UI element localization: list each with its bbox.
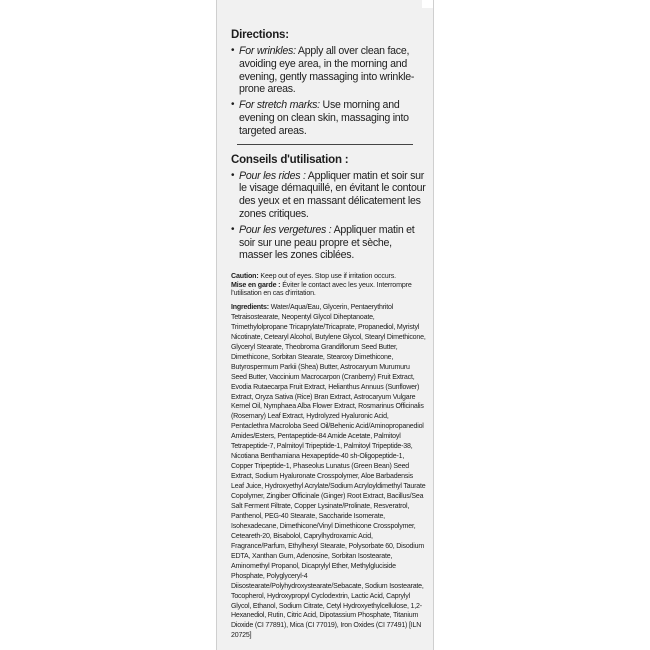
bullet-icon: • [231,169,235,181]
caution-block [231,272,427,298]
conseils-item-vergetures [231,224,427,262]
conseils-item-rides [231,170,427,221]
caution-label: Caution: [231,272,259,281]
conseils-text: Appliquer matin et soir sur une peau propre et sèche, masser les zones ciblées. [239,223,415,262]
bullet-icon: • [231,45,235,56]
ingredients-list: Water/Aqua/Eau, Glycerin, Pentaerythritol Tetraisostearate, Neopentyl Glycol Diheptanoate, Trimethylolpropane Tricaprylate/Tricaprate, Propanediol, Myristyl Nicotinate, Cetearyl Alcohol, Butylene Glycol, Stearyl Dimethicone, Glyceryl Stearate, Theobroma Grandiflorum Seed Butter, Dimethicone, Sorbitan Stearate, Stearoxy Dimethicone, Butyrospermum Parkii (Shea) Butter, Astrocaryum Murumuru Seed Butter, Vaccinium Macrocarpon (Cranberry) Fruit Extract, Evodia Rutaecarpa Fruit Extract, Helianthus Annuus (Sunflower) Extract, Oryza Sativa (Rice) Bran Extract, Astrocaryum Vulgare Kernel Oil, Nymphaea Alba Flower Extract, Rosmarinus Officinalis (Rosemary) Leaf Extract, Hydrolyzed Hyaluronic Acid, Pentaclethra Macroloba Seed Oil/Behenic Acid/Aminopropanediol Amides/Esters, Pentapeptide-84 Amide Acetate, Palmitoyl Tetrapeptide-7, Palmitoyl Tripeptide-1, Palmitoyl Tripeptide-38, Nicotiana Benthamiana Hexapeptide-40 sh-Oligopeptide-1, Copper Tripeptide-1, Phaseolus Lunatus (Green Bean) Seed Extract, Sodium Hyaluronate Crosspolymer, Aloe Barbadensis Leaf Juice, Hydroxyethyl Acrylate/Sodium Acryloyldimethyl Taurate Copolymer, Zingiber Officinale (Ginger) Root Extract, Bacillus/Sea Salt Ferment Filtrate, Copper Lysinate/Prolinate, Resveratrol, Panthenol, PEG-40 Stearate, Saccharide Isomerate, Isohexadecane, Dimethicone/Vinyl Dimethicone Crosspolymer, Ceteareth-20, Bisabolol, Caprylhydroxamic Acid, Fragrance/Parfum, Ethylhexyl Stearate, Polysorbate 60, Disodium EDTA, Xanthan Gum, Adenosine, Sorbitan Isostearate, Aminomethyl Propanol, Dicaprylyl Ether, Methylgluciside Phosphate, Polyglyceryl-4 Diisostearate/Polyhydroxystearate/Sebacate, Sodium Isostearate, Tocopherol, Hydroxypropyl Cyclodextrin, Lactic Acid, Caprylyl Glycol, Ethanol, Sodium Citrate, Cetyl Hydroxyethylcellulose, 1,2-Hexanediol, Rutin, Citric Acid, Dipotassium Phosphate, Titanium Dioxide (CI 77891), Mica (CI 77019), Iron Oxides (CI 77491) [ILN 20725] [231,303,426,640]
product-label-panel [216,0,434,650]
panel-corner [422,0,434,8]
label-content [231,28,427,641]
caution-fr [231,281,427,298]
conseils-lead: Pour les rides : [239,169,306,182]
directions-text: Apply all over clean face, avoiding eye area, in the morning and evening, gently massaging into wrinkle-prone areas. [239,45,415,96]
conseils-text: Appliquer matin et soir sur le visage démaquillé, en évitant le contour des yeux et en massant délicatement les zones critiques. [239,169,426,220]
caution-en [231,272,427,281]
conseils-lead: Pour les vergetures : [239,223,332,236]
ingredients-label: Ingredients: [231,303,269,311]
directions-list [231,45,427,138]
directions-text: Use morning and evening on clean skin, massaging into targeted areas. [239,99,409,137]
bullet-icon: • [231,223,235,235]
conseils-heading: Conseils d'utilisation : [231,153,349,166]
conseils-list [231,170,427,263]
directions-item-wrinkles [231,45,427,96]
directions-heading: Directions: [231,29,289,41]
mise-en-garde-text: Éviter le contact avec les yeux. Interrompre l'utilisation en cas d'irritation. [231,280,412,298]
bullet-icon: • [231,99,235,111]
caution-text: Keep out of eyes. Stop use if irritation occurs. [258,272,396,281]
mise-en-garde-label: Mise en garde : [231,280,281,289]
ingredients-block [231,303,427,641]
directions-lead: For stretch marks: [239,99,320,112]
section-divider [237,144,413,145]
directions-item-stretch-marks [231,99,427,137]
directions-lead: For wrinkles: [239,45,296,57]
